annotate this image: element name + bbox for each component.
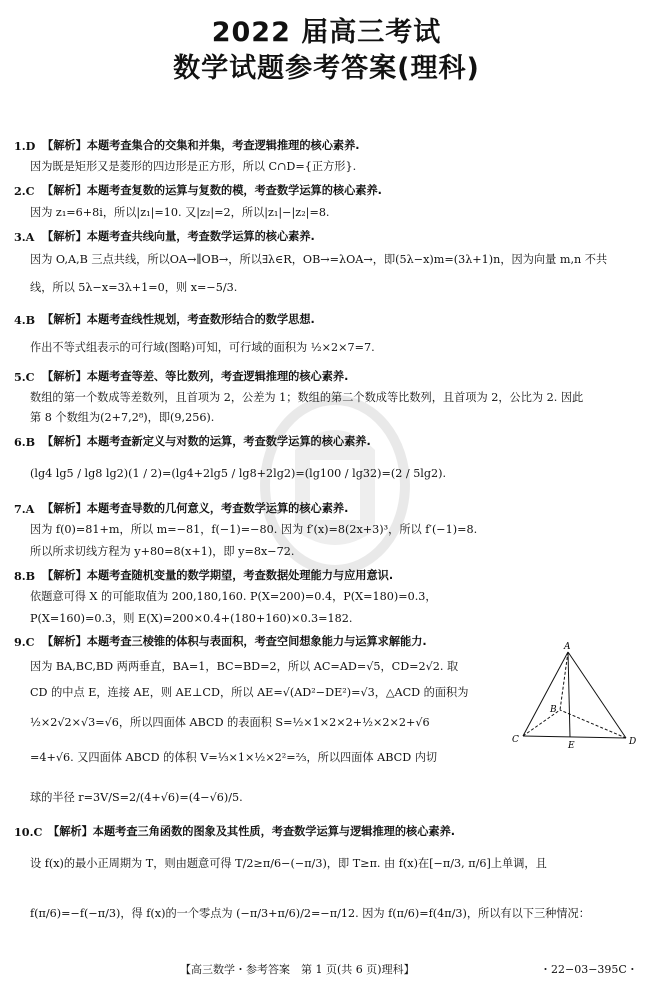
answer-10-line-2: f(π/6)=−f(−π/3)，得 f(x)的一个零点为 (−π/3+π/6)/2=−π/12. 因为 f(π/6)=f(4π/3)，所以有以下三种情况： xyxy=(30,907,590,920)
answer-3-head: 【解析】本题考查共线向量，考查数学运算的核心素养. xyxy=(42,230,315,243)
answer-10-line-1: 设 f(x)的最小正周期为 T，则由题意可得 T/2≥π/6−(−π/3)，即 T≥π. 由 f(x)在[−π/3, π/6]上单调，且 xyxy=(30,857,547,870)
answer-8-head: 【解析】本题考查随机变量的数学期望，考查数据处理能力与应用意识. xyxy=(42,569,394,582)
footer-page-info: 【高三数学・参考答案 第 1 页(共 6 页)理科】 xyxy=(180,963,415,976)
answer-9-line-4: =4+√6. 又四面体 ABCD 的体积 V=⅓×1×½×2²=⅔，所以四面体 ABCD 内切 xyxy=(30,751,438,764)
answer-8-line-2: P(X=160)=0.3，则 E(X)=200×0.4+(180+160)×0.3=182. xyxy=(30,612,353,625)
answer-7-head: 【解析】本题考查导数的几何意义，考查数学运算的核心素养. xyxy=(42,502,349,515)
page-title-line2: 数学试题参考答案(理科) xyxy=(173,53,480,84)
footer-code: ・22−03−395C・ xyxy=(540,963,638,976)
answer-5-number: 5.C xyxy=(14,370,35,384)
figure-label-d: D xyxy=(629,737,637,747)
figure-label-a: A xyxy=(564,642,571,652)
figure-label-c: C xyxy=(512,735,519,745)
answer-3-number: 3.A xyxy=(14,230,35,244)
answer-4-head: 【解析】本题考查线性规划，考查数形结合的数学思想. xyxy=(42,313,315,326)
answer-4-line-1: 作出不等式组表示的可行域(图略)可知，可行域的面积为 ½×2×7=7. xyxy=(30,341,375,354)
answer-7-number: 7.A xyxy=(14,502,35,516)
answer-3-line-2: 线，所以 5λ−x=3λ+1=0，则 x=−5/3. xyxy=(30,281,238,294)
answer-7-line-1: 因为 f(0)=81+m，所以 m=−81，f(−1)=−80. 因为 f′(x)=8(2x+3)³，所以 f′(−1)=8. xyxy=(30,523,478,536)
answer-5-line-1: 数组的第一个数成等差数列，且首项为 2，公差为 1；数组的第二个数成等比数列，且首项为 2，公比为 2. 因此 xyxy=(30,391,584,404)
answer-3-line-1: 因为 O,A,B 三点共线，所以OA→∥OB→，所以∃λ∈R，OB→=λOA→，即(5λ−x)m=(3λ+1)n，因为向量 m,n 不共 xyxy=(30,253,608,266)
answer-9-line-2: CD 的中点 E，连接 AE，则 AE⊥CD，所以 AE=√(AD²−DE²)=√3，△ACD 的面积为 xyxy=(30,686,469,699)
figure-label-e: E xyxy=(568,741,575,751)
figure-label-b: B xyxy=(550,705,557,715)
answer-2-head: 【解析】本题考查复数的运算与复数的模，考查数学运算的核心素养. xyxy=(42,184,382,197)
answer-6-head: 【解析】本题考查新定义与对数的运算，考查数学运算的核心素养. xyxy=(42,435,371,448)
answer-8-line-1: 依题意可得 X 的可能取值为 200,180,160. P(X=200)=0.4，P(X=180)=0.3， xyxy=(30,590,437,603)
answer-9-line-1: 因为 BA,BC,BD 两两垂直，BA=1，BC=BD=2，所以 AC=AD=√5，CD=2√2. 取 xyxy=(30,660,459,673)
answer-1-number: 1.D xyxy=(14,139,36,153)
answer-6-number: 6.B xyxy=(14,435,36,449)
answer-10-head: 【解析】本题考查三角函数的图象及其性质，考查数学运算与逻辑推理的核心素养. xyxy=(48,825,456,838)
answer-9-number: 9.C xyxy=(14,635,35,649)
page-title-line1: 2022 届高三考试 xyxy=(211,17,442,48)
answer-2-line-1: 因为 z₁=6+8i，所以|z₁|=10. 又|z₂|=2，所以|z₁|−|z₂|=8. xyxy=(30,206,330,219)
answer-8-number: 8.B xyxy=(14,569,36,583)
answer-9-line-5: 球的半径 r=3V/S=2/(4+√6)=(4−√6)/5. xyxy=(30,791,243,804)
answer-6-line-1: (lg4 lg5 / lg8 lg2)(1 / 2)=(lg4+2lg5 / lg8+2lg2)=(lg100 / lg32)=(2 / 5lg2). xyxy=(30,467,447,480)
answer-7-line-2: 所以所求切线方程为 y+80=8(x+1)，即 y=8x−72. xyxy=(30,545,295,558)
answer-1-head: 【解析】本题考查集合的交集和并集，考查逻辑推理的核心素养. xyxy=(42,139,360,152)
answer-1-line-1: 因为既是矩形又是菱形的四边形是正方形，所以 C∩D={正方形}. xyxy=(30,160,357,173)
answer-9-head: 【解析】本题考查三棱锥的体积与表面积，考查空间想象能力与运算求解能力. xyxy=(42,635,427,648)
answer-10-number: 10.C xyxy=(14,825,43,839)
answer-5-head: 【解析】本题考查等差、等比数列，考查逻辑推理的核心素养. xyxy=(42,370,349,383)
tetrahedron-figure xyxy=(508,640,648,752)
answer-4-number: 4.B xyxy=(14,313,36,327)
answer-2-number: 2.C xyxy=(14,184,35,198)
answer-9-line-3: ½×2√2×√3=√6，所以四面体 ABCD 的表面积 S=½×1×2×2+½×2×2+√6 xyxy=(30,716,430,729)
answer-5-line-2: 第 8 个数组为(2+7,2⁸)，即(9,256). xyxy=(30,411,215,424)
